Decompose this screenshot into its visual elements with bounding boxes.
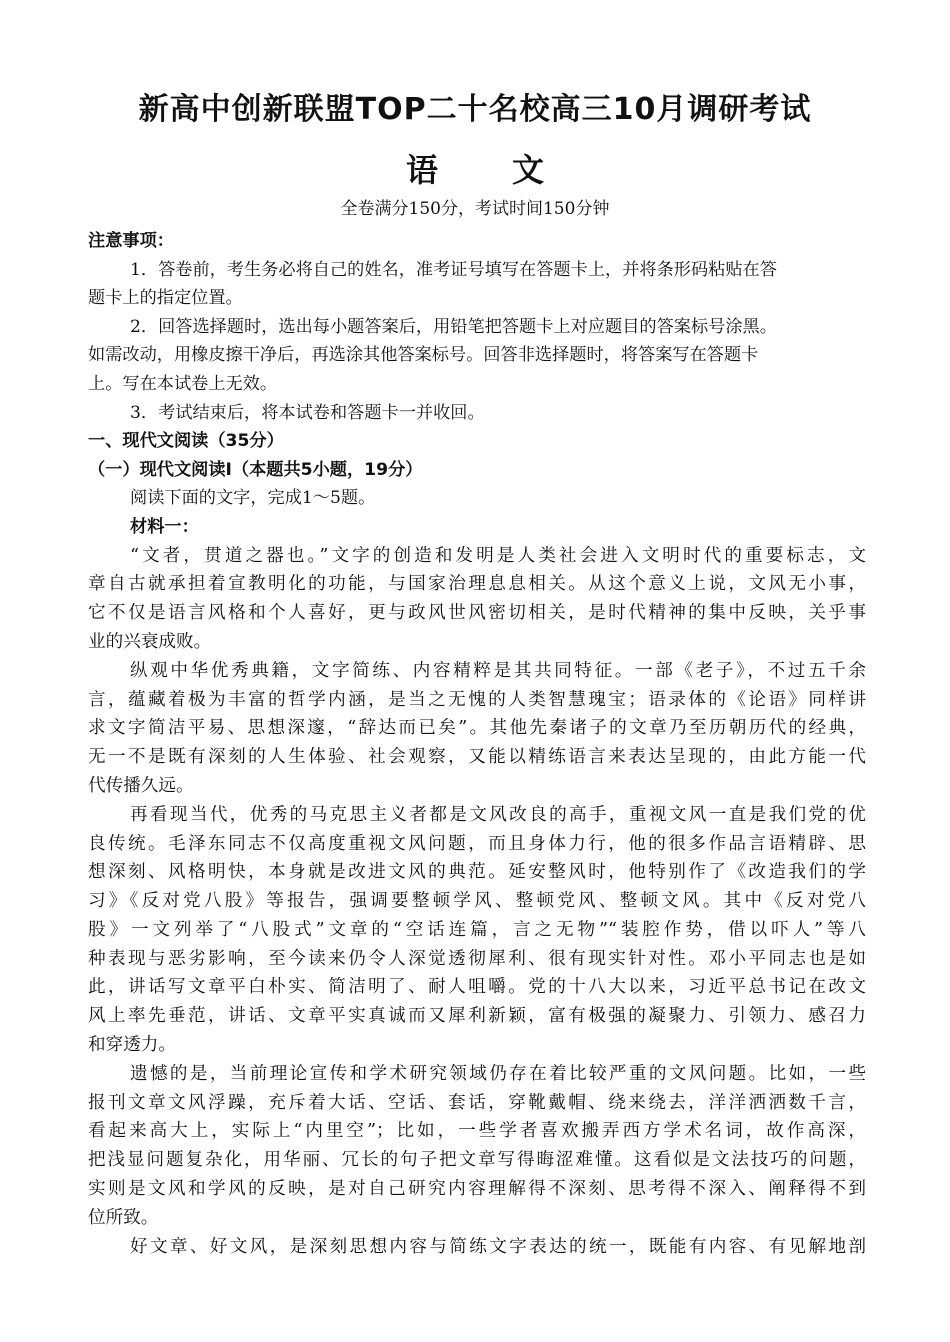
passage-line: 位所致。 <box>88 1207 159 1228</box>
passage-line: 再看现当代，优秀的马克思主义者都是文风改良的高手，重视文风一直是我们党的优 <box>130 804 866 825</box>
passage-line: 章自古就承担着宣教明化的功能，与国家治理息息相关。从这个意义上说，文风无小事， <box>88 574 866 595</box>
passage-line: “文者，贯道之器也。”文字的创造和发明是人类社会进入文明时代的重要标志，文 <box>130 545 866 566</box>
score-info: 全卷满分150分，考试时间150分钟 <box>340 199 610 219</box>
passage-line: 种表现与恶劣影响，至今读来仍令人深觉透彻犀利、很有现实针对性。邓小平同志也是如 <box>88 948 866 969</box>
exam-title: 新高中创新联盟TOP二十名校高三10月调研考试 <box>138 92 812 127</box>
subject-char-left: 语 <box>405 151 438 189</box>
notice-item-1-line-2: 题卡上的指定位置。 <box>88 288 243 309</box>
passage-line: 风上率先垂范，讲话、文章平实真诚而又犀利新颖，富有极强的凝聚力、引领力、感召力 <box>88 1006 866 1027</box>
passage-line: 无一不是既有深刻的人生体验、社会观察，又能以精练语言来表达呈现的，由此方能一代 <box>88 747 866 768</box>
subject-heading <box>0 148 950 192</box>
notice-item-1-line-1: 1．答卷前，考生务必将自己的姓名，准考证号填写在答题卡上，并将条形码粘贴在答 <box>130 259 777 280</box>
passage-line: 实则是文风和学风的反映，是对自己研究内容理解得不深刻、思考得不深入、阐释得不到 <box>88 1179 866 1200</box>
passage-line: 遗憾的是，当前理论宣传和学术研究领域仍存在着比较严重的文风问题。比如，一些 <box>130 1063 866 1084</box>
passage-line: 报刊文章文风浮躁，充斥着大话、空话、套话，穿靴戴帽、绕来绕去，洋洋洒洒数千言， <box>88 1092 866 1113</box>
passage-line: 纵观中华优秀典籍，文字简练、内容精粹是其共同特征。一部《老子》，不过五千余 <box>130 660 866 681</box>
section-title: 一、现代文阅读（35分） <box>88 431 284 452</box>
passage-line: 良传统。毛泽东同志不仅高度重视文风问题，而且身体力行，他的很多作品言语精辟、思 <box>88 833 866 854</box>
passage-line: 它不仅是语言风格和个人喜好，更与政风世风密切相关，是时代精神的集中反映，关乎事 <box>88 603 866 624</box>
passage-line: 看起来高大上，实际上“内里空”；比如，一些学者喜欢搬弄西方学术名词，故作高深， <box>88 1121 866 1142</box>
subject-char-right: 文 <box>512 151 545 189</box>
passage-line: 股》一文列举了“八股式”文章的“空话连篇，言之无物”“装腔作势，借以吓人”等八 <box>88 919 866 940</box>
passage-line: 把浅显问题复杂化，用华丽、冗长的句子把文章写得晦涩难懂。这看似是文法技巧的问题， <box>88 1150 866 1171</box>
passage-line: 习》《反对党八股》等报告，强调要整顿学风、整顿党风、整顿文风。其中《反对党八 <box>88 891 866 912</box>
notice-item-3-line-1: 3．考试结束后，将本试卷和答题卡一并收回。 <box>130 402 485 423</box>
passage-line: 求文字简洁平易、思想深邃，“辞达而已矣”。其他先秦诸子的文章乃至历朝历代的经典， <box>88 718 866 739</box>
passage-line: 好文章、好文风，是深刻思想内容与简练文字表达的统一，既能有内容、有见解地剖 <box>130 1236 866 1257</box>
passage-line: 此，讲话写文章平白朴实、简洁明了、耐人咀嚼。党的十八大以来，习近平总书记在改文 <box>88 977 866 998</box>
passage-line: 代传播久远。 <box>88 775 194 796</box>
notice-heading: 注意事项： <box>88 231 174 251</box>
notice-item-2-line-1: 2．回答选择题时，选出每小题答案后，用铅笔把答题卡上对应题目的答案标号涂黑。 <box>130 316 777 337</box>
exam-content <box>88 227 866 1261</box>
passage-line: 业的兴衰成败。 <box>88 631 212 652</box>
reading-instruction: 阅读下面的文字，完成1～5题。 <box>130 488 376 509</box>
notice-item-2-line-2: 如需改动，用橡皮擦干净后，再选涂其他答案标号。回答非选择题时，将答案写在答题卡 <box>88 345 759 366</box>
notice-item-2-line-3: 上。写在本试卷上无效。 <box>88 373 278 394</box>
passage-line: 想深刻、风格明快，本身就是改进文风的典范。延安整风时，他特别作了《改造我们的学 <box>88 862 866 883</box>
material-label: 材料一： <box>130 516 199 537</box>
section-subtitle: （一）现代文阅读Ⅰ（本题共5小题，19分） <box>88 459 423 480</box>
passage-line: 和穿透力。 <box>88 1035 176 1056</box>
passage-line: 言，蕴藏着极为丰富的哲学内涵，是当之无愧的人类智慧瑰宝；语录体的《论语》同样讲 <box>88 689 866 710</box>
